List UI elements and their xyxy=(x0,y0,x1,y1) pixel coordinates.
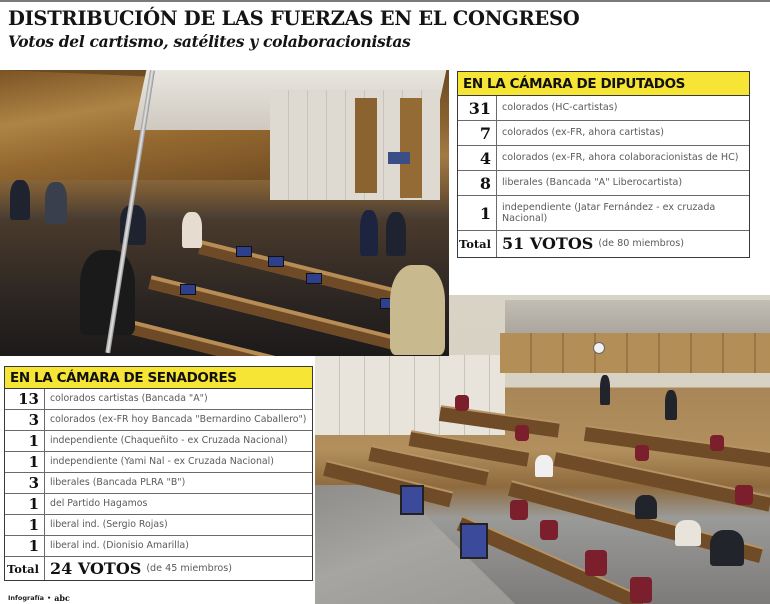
seat-count: 13 xyxy=(5,389,45,409)
photo-person xyxy=(390,265,445,355)
seat-count: 1 xyxy=(5,431,45,451)
seat-count: 8 xyxy=(458,171,497,195)
photo-seat xyxy=(585,550,607,576)
faction-label: colorados (HC-cartistas) xyxy=(502,102,618,114)
photo-screen xyxy=(460,523,488,559)
faction-label: independiente (Chaqueñito - ex Cruzada Nacional) xyxy=(50,435,288,447)
photo-person xyxy=(710,530,744,566)
photo-person xyxy=(665,390,677,420)
photo-monitor xyxy=(268,256,284,267)
background-panel xyxy=(449,256,770,295)
total-note: (de 80 miembros) xyxy=(598,238,685,250)
senadores-table-heading: EN LA CÁMARA DE SENADORES xyxy=(5,367,312,389)
table-row xyxy=(5,494,312,515)
photo-person xyxy=(675,520,701,546)
top-rule xyxy=(0,0,770,2)
photo-person xyxy=(45,182,67,224)
photo-screen xyxy=(400,485,424,515)
faction-label: colorados (ex-FR hoy Bancada "Bernardino Caballero") xyxy=(50,414,307,426)
photo-person xyxy=(80,250,135,335)
photo-screen xyxy=(388,152,410,164)
faction-label: independiente (Jatar Fernández - ex cruzada Nacional) xyxy=(502,201,716,224)
seat-count: 31 xyxy=(458,96,497,120)
photo-seat xyxy=(710,435,724,451)
faction-label: del Partido Hagamos xyxy=(50,498,148,510)
table-row xyxy=(5,515,312,536)
table-row xyxy=(5,452,312,473)
photo-person xyxy=(600,375,610,405)
photo-clock xyxy=(593,342,605,354)
photo-person xyxy=(386,212,406,256)
photo-diputados-chamber xyxy=(0,70,449,356)
table-total-row xyxy=(5,557,312,580)
photo-seat xyxy=(540,520,558,540)
photo-person xyxy=(182,212,202,248)
photo-person xyxy=(10,180,30,220)
infographic-credit xyxy=(8,593,70,603)
credit-label: Infografía xyxy=(8,594,45,602)
seat-count: 1 xyxy=(5,536,45,556)
senadores-table xyxy=(4,366,313,581)
table-row xyxy=(5,431,312,452)
faction-label: liberales (Bancada PLRA "B") xyxy=(50,477,186,489)
table-row xyxy=(458,196,749,231)
photo-seat xyxy=(515,425,529,441)
seat-count: 1 xyxy=(5,515,45,535)
faction-label: colorados cartistas (Bancada "A") xyxy=(50,393,208,405)
credit-separator: • xyxy=(47,594,52,602)
table-row xyxy=(5,389,312,410)
photo-person xyxy=(535,455,553,477)
faction-label: liberal ind. (Dionisio Amarilla) xyxy=(50,540,189,552)
table-total-row xyxy=(458,231,749,257)
total-value xyxy=(45,557,312,580)
total-label: Total xyxy=(458,231,497,257)
seat-count: 1 xyxy=(458,196,497,230)
photo-person xyxy=(635,495,657,519)
photo-seat xyxy=(630,577,652,603)
photo-pillar xyxy=(355,98,377,193)
total-votes: 51 VOTOS xyxy=(502,234,594,254)
seat-count: 1 xyxy=(5,494,45,514)
table-row xyxy=(458,171,749,196)
photo-person xyxy=(360,210,378,256)
total-value xyxy=(497,231,749,257)
faction-label: liberales (Bancada "A" Liberocartista) xyxy=(502,177,683,189)
photo-seat xyxy=(455,395,469,411)
faction-label: liberal ind. (Sergio Rojas) xyxy=(50,519,168,531)
photo-monitor xyxy=(180,284,196,295)
photo-monitor xyxy=(236,246,252,257)
diputados-table xyxy=(457,71,750,258)
seat-count: 3 xyxy=(5,410,45,430)
page-title: DISTRIBUCIÓN DE LAS FUERZAS EN EL CONGRESO xyxy=(8,7,580,30)
total-note: (de 45 miembros) xyxy=(146,562,233,574)
faction-label: colorados (ex-FR, ahora cartistas) xyxy=(502,127,665,139)
photo-gallery-rail xyxy=(500,333,770,373)
diputados-table-heading: EN LA CÁMARA DE DIPUTADOS xyxy=(458,72,749,96)
table-row xyxy=(5,536,312,557)
photo-seat xyxy=(510,500,528,520)
photo-pillar xyxy=(400,98,422,198)
faction-label: colorados (ex-FR, ahora colaboracionistas de HC) xyxy=(502,152,739,164)
table-row xyxy=(458,121,749,146)
total-label: Total xyxy=(5,557,45,580)
page-subtitle: Votos del cartismo, satélites y colaboracionistas xyxy=(8,32,411,51)
seat-count: 3 xyxy=(5,473,45,493)
photo-gallery xyxy=(505,300,770,335)
faction-label: independiente (Yami Nal - ex Cruzada Nacional) xyxy=(50,456,274,468)
table-row xyxy=(458,96,749,121)
seat-count: 4 xyxy=(458,146,497,170)
brand-logo: abc xyxy=(54,593,70,603)
photo-monitor xyxy=(306,273,322,284)
total-votes: 24 VOTOS xyxy=(50,558,142,578)
table-row xyxy=(5,473,312,494)
table-row xyxy=(458,146,749,171)
table-row xyxy=(5,410,312,431)
seat-count: 7 xyxy=(458,121,497,145)
photo-seat xyxy=(735,485,753,505)
seat-count: 1 xyxy=(5,452,45,472)
photo-seat xyxy=(635,445,649,461)
